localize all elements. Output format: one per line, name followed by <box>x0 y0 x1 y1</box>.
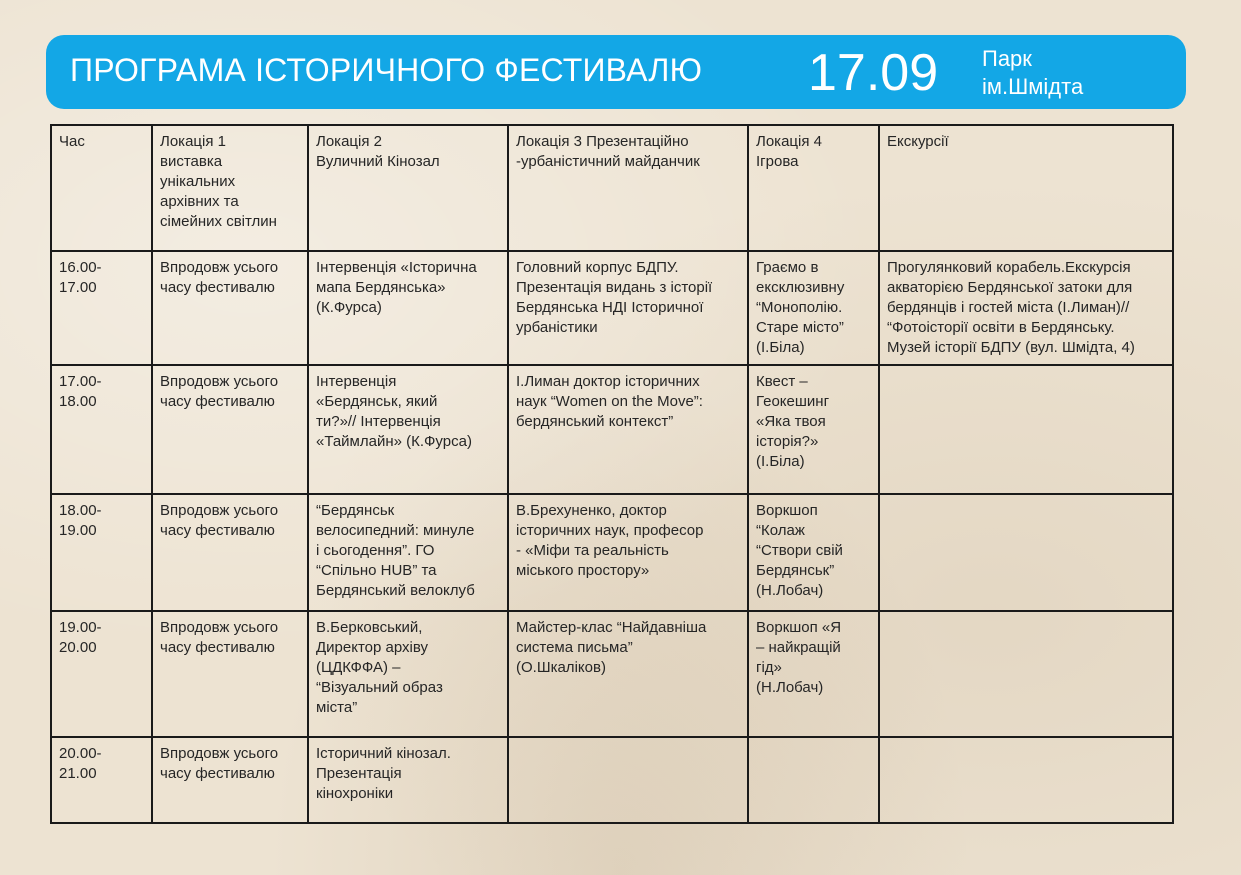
cell-location-2: В.Берковський, Директор архіву (ЦДКФФА) – “Візуальний образ міста” <box>308 611 508 737</box>
cell-location-3: І.Лиман доктор історичних наук “Women on the Move”: бердянський контекст” <box>508 365 748 494</box>
cell-location-1: Впродовж усього часу фестивалю <box>152 611 308 737</box>
cell-location-4: Квест – Геокешинг «Яка твоя історія?» (І.Біла) <box>748 365 879 494</box>
cell-location-2: Історичний кінозал. Презентація кінохроніки <box>308 737 508 823</box>
header-banner <box>46 35 1186 109</box>
header-cell-time: Час <box>51 125 152 251</box>
cell-location-1: Впродовж усього часу фестивалю <box>152 365 308 494</box>
header-cell-location-1: Локація 1 виставка унікальних архівних та сімейних світлин <box>152 125 308 251</box>
header-cell-location-3: Локація 3 Презентаційно -урбаністичний майданчик <box>508 125 748 251</box>
cell-location-4: Граємо в ексклюзивну “Монополію. Старе місто” (І.Біла) <box>748 251 879 365</box>
festival-title: ПРОГРАМА ІСТОРИЧНОГО ФЕСТИВАЛЮ <box>70 52 703 88</box>
cell-location-1: Впродовж усього часу фестивалю <box>152 251 308 365</box>
program-table-body <box>51 125 1173 823</box>
cell-location-3: Майстер-клас “Найдавніша система письма” (О.Шкаліков) <box>508 611 748 737</box>
cell-location-4: Воркшоп «Я – найкращій гід» (Н.Лобач) <box>748 611 879 737</box>
table-row <box>51 251 1173 365</box>
cell-excursions <box>879 611 1173 737</box>
festival-place <box>982 45 1083 101</box>
cell-location-1: Впродовж усього часу фестивалю <box>152 737 308 823</box>
header-cell-excursions: Екскурсії <box>879 125 1173 251</box>
table-row <box>51 611 1173 737</box>
cell-location-3: Головний корпус БДПУ. Презентація видань з історії Бердянська НДІ Історичної урбаністики <box>508 251 748 365</box>
cell-location-2: Інтервенція «Історична мапа Бердянська» (К.Фурса) <box>308 251 508 365</box>
cell-location-4: Воркшоп “Колаж “Створи свій Бердянськ” (Н.Лобач) <box>748 494 879 611</box>
table-header-row <box>51 125 1173 251</box>
cell-location-3 <box>508 737 748 823</box>
cell-location-4 <box>748 737 879 823</box>
cell-time: 17.00- 18.00 <box>51 365 152 494</box>
festival-date: 17.09 <box>808 44 939 102</box>
cell-excursions <box>879 494 1173 611</box>
table-row <box>51 737 1173 823</box>
table-row <box>51 365 1173 494</box>
cell-time: 19.00- 20.00 <box>51 611 152 737</box>
header-cell-location-4: Локація 4 Ігрова <box>748 125 879 251</box>
cell-location-1: Впродовж усього часу фестивалю <box>152 494 308 611</box>
cell-location-2: “Бердянськ велосипедний: минуле і сьогодення”. ГО “Спільно HUB” та Бердянський велоклуб <box>308 494 508 611</box>
place-line-1: Парк <box>982 46 1032 71</box>
cell-time: 18.00- 19.00 <box>51 494 152 611</box>
cell-time: 16.00- 17.00 <box>51 251 152 365</box>
table-row <box>51 494 1173 611</box>
header-cell-location-2: Локація 2 Вуличний Кінозал <box>308 125 508 251</box>
cell-location-3: В.Брехуненко, доктор історичних наук, професор - «Міфи та реальність міського простору» <box>508 494 748 611</box>
cell-time: 20.00- 21.00 <box>51 737 152 823</box>
cell-excursions <box>879 737 1173 823</box>
place-line-2: ім.Шмідта <box>982 74 1084 99</box>
cell-excursions: Прогулянковий корабель.Екскурсія акваторією Бердянської затоки для бердянців і гостей міста (І.Лиман)// “Фотоісторії освіти в Бердянську. Музей історії БДПУ (вул. Шмідта, 4) <box>879 251 1173 365</box>
program-table <box>50 124 1174 824</box>
cell-excursions <box>879 365 1173 494</box>
cell-location-2: Інтервенція «Бердянськ, який ти?»// Інтервенція «Таймлайн» (К.Фурса) <box>308 365 508 494</box>
